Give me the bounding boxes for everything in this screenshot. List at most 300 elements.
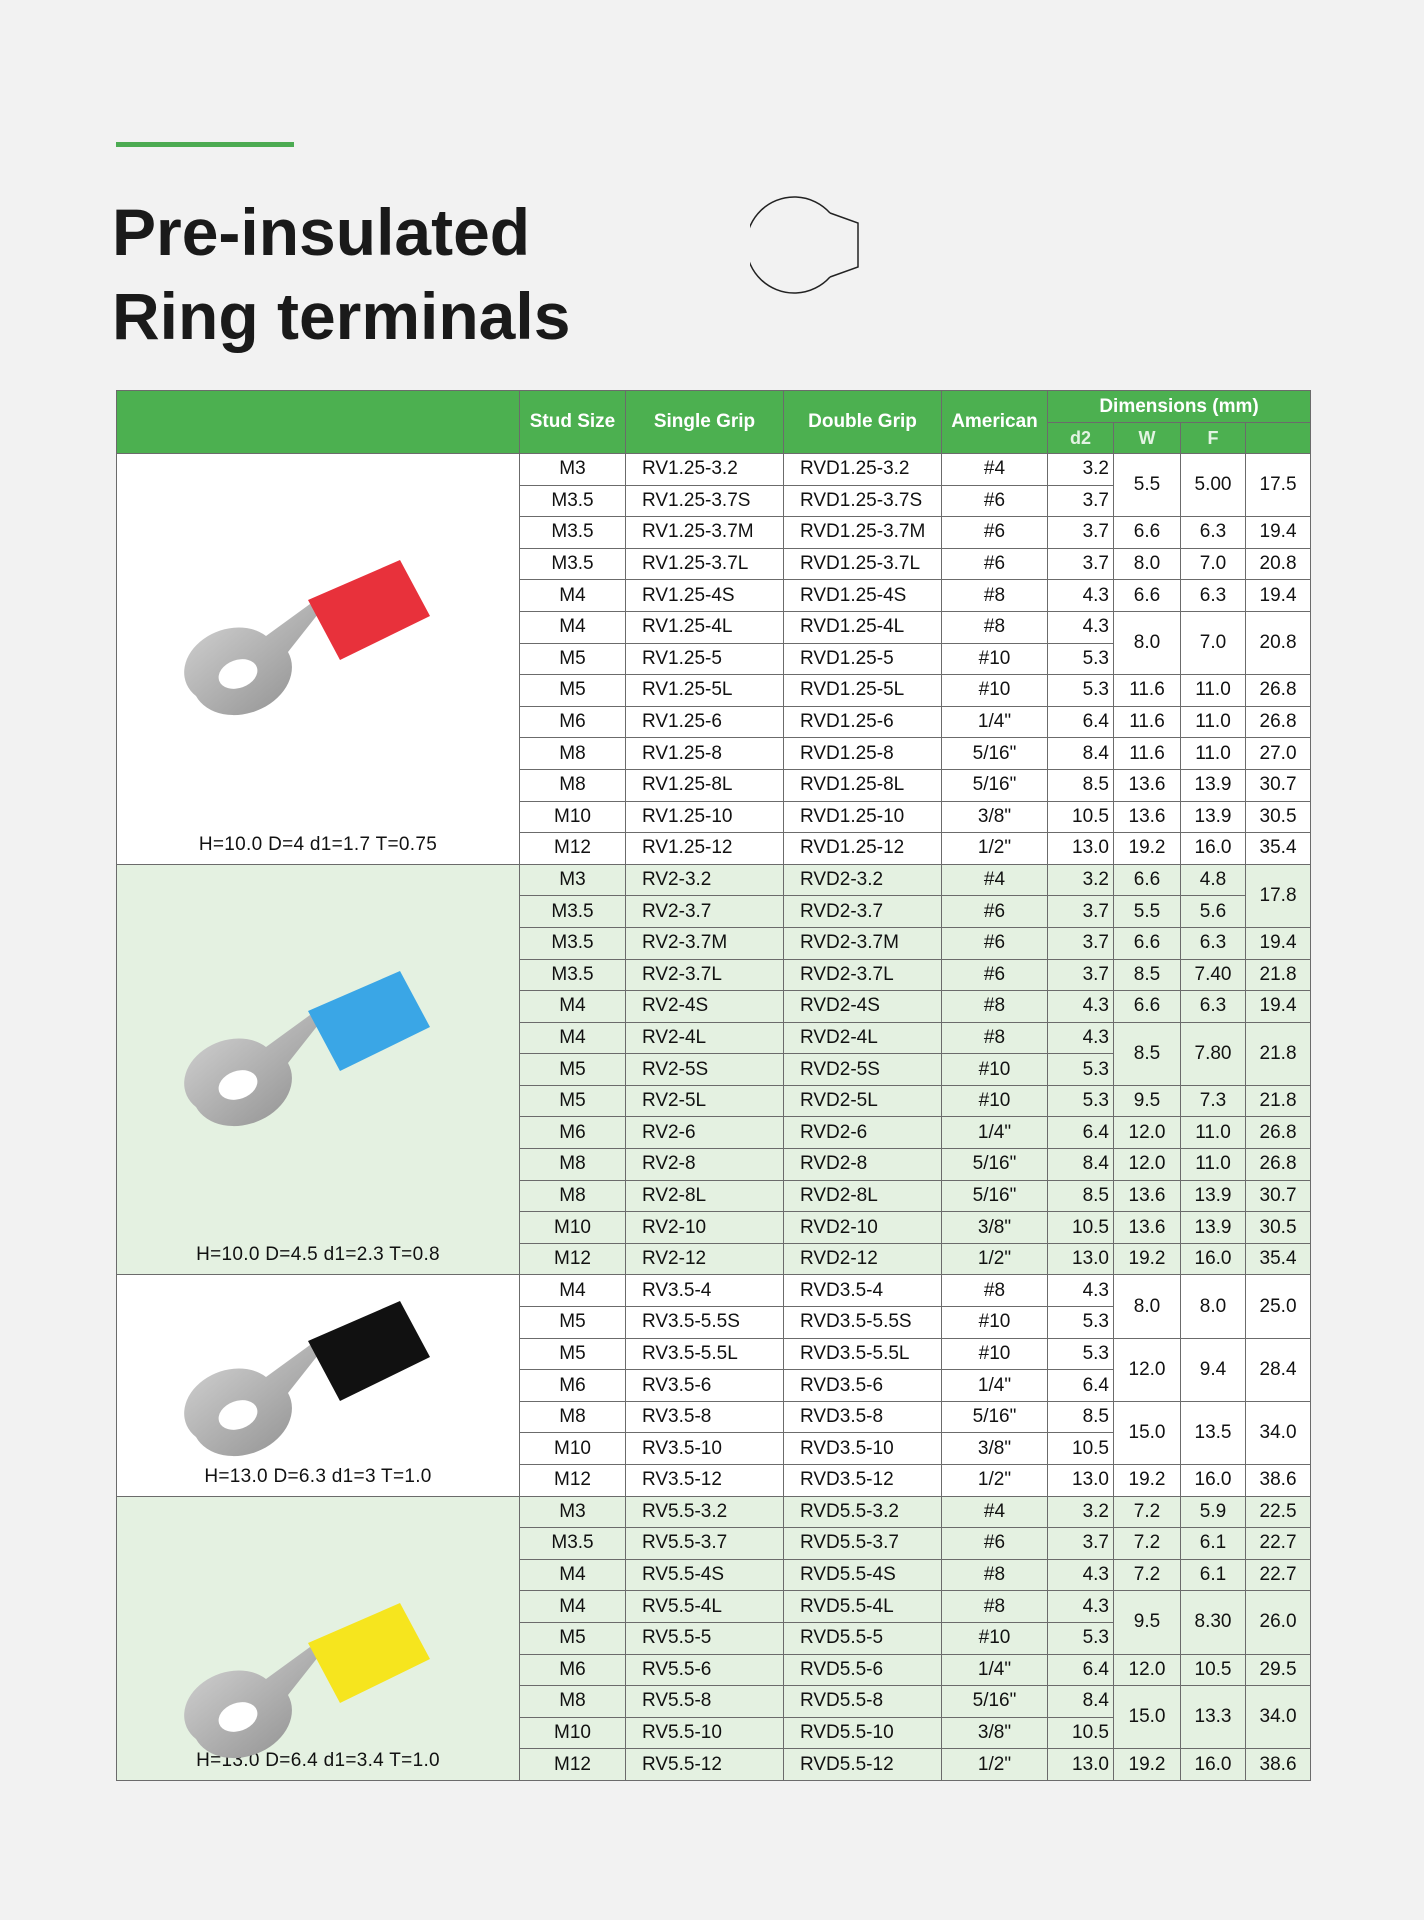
cell-american: #8	[942, 611, 1048, 643]
cell-w: 9.5	[1114, 1591, 1181, 1654]
ring-terminal-yellow-image	[168, 1597, 468, 1781]
title-line-2: Ring terminals	[112, 279, 571, 353]
cell-stud: M3.5	[520, 959, 626, 991]
ring-terminal-black-image	[168, 1295, 468, 1495]
cell-single: RV5.5-6	[626, 1654, 784, 1686]
cell-f: 8.0	[1181, 1275, 1246, 1338]
cell-double: RVD5.5-10	[784, 1717, 942, 1749]
cell-double: RVD5.5-5	[784, 1622, 942, 1654]
cell-single: RV1.25-6	[626, 706, 784, 738]
cell-single: RV2-8	[626, 1149, 784, 1181]
cell-stud: M8	[520, 1686, 626, 1718]
cell-double: RVD3.5-4	[784, 1275, 942, 1307]
cell-double: RVD3.5-8	[784, 1401, 942, 1433]
cell-american: #6	[942, 1528, 1048, 1560]
cell-d2: 10.5	[1048, 1717, 1114, 1749]
cell-d2: 3.7	[1048, 927, 1114, 959]
cell-double: RVD1.25-6	[784, 706, 942, 738]
cell-w: 19.2	[1114, 1465, 1181, 1497]
cell-w: 6.6	[1114, 864, 1181, 896]
cell-stud: M6	[520, 1117, 626, 1149]
cell-american: #10	[942, 643, 1048, 675]
cell-l: 30.5	[1246, 1212, 1311, 1244]
cell-double: RVD1.25-3.7M	[784, 517, 942, 549]
cell-double: RVD5.5-12	[784, 1749, 942, 1781]
cell-f: 13.9	[1181, 769, 1246, 801]
cell-american: #6	[942, 927, 1048, 959]
cell-w: 5.5	[1114, 454, 1181, 517]
cell-d2: 5.3	[1048, 1307, 1114, 1339]
cell-d2: 4.3	[1048, 1591, 1114, 1623]
cell-l: 21.8	[1246, 1085, 1311, 1117]
cell-american: 1/4"	[942, 706, 1048, 738]
cell-l: 26.0	[1246, 1591, 1311, 1654]
cell-f: 7.3	[1181, 1085, 1246, 1117]
cell-f: 16.0	[1181, 1749, 1246, 1781]
cell-f: 7.0	[1181, 548, 1246, 580]
cell-american: 1/2"	[942, 1243, 1048, 1275]
cell-d2: 4.3	[1048, 611, 1114, 643]
cell-f: 11.0	[1181, 706, 1246, 738]
cell-american: #8	[942, 1275, 1048, 1307]
cell-d2: 8.4	[1048, 1149, 1114, 1181]
cell-american: #8	[942, 1591, 1048, 1623]
cell-stud: M8	[520, 1149, 626, 1181]
cell-single: RV5.5-3.2	[626, 1496, 784, 1528]
cell-single: RV1.25-3.7M	[626, 517, 784, 549]
cell-w: 15.0	[1114, 1686, 1181, 1749]
cell-w: 6.6	[1114, 991, 1181, 1023]
cell-double: RVD2-12	[784, 1243, 942, 1275]
cell-american: #6	[942, 896, 1048, 928]
cell-american: 3/8"	[942, 1212, 1048, 1244]
cell-d2: 6.4	[1048, 1654, 1114, 1686]
terminal-image-black	[117, 1275, 520, 1496]
cell-single: RV1.25-3.7S	[626, 485, 784, 517]
cell-american: 1/4"	[942, 1654, 1048, 1686]
cell-stud: M3	[520, 454, 626, 486]
cell-single: RV3.5-8	[626, 1401, 784, 1433]
cell-f: 11.0	[1181, 675, 1246, 707]
cell-double: RVD2-5L	[784, 1085, 942, 1117]
cell-w: 6.6	[1114, 517, 1181, 549]
cell-d2: 10.5	[1048, 1212, 1114, 1244]
cell-double: RVD3.5-5.5S	[784, 1307, 942, 1339]
cell-american: #4	[942, 864, 1048, 896]
header-l	[1246, 423, 1311, 454]
cell-single: RV3.5-4	[626, 1275, 784, 1307]
cell-d2: 5.3	[1048, 1054, 1114, 1086]
cell-american: #6	[942, 485, 1048, 517]
cell-single: RV2-3.7M	[626, 927, 784, 959]
cell-american: #10	[942, 675, 1048, 707]
cell-stud: M5	[520, 643, 626, 675]
terminal-dimensions-caption: H=10.0 D=4 d1=1.7 T=0.75	[198, 833, 438, 855]
cell-d2: 3.2	[1048, 454, 1114, 486]
cell-w: 12.0	[1114, 1654, 1181, 1686]
cell-l: 35.4	[1246, 1243, 1311, 1275]
cell-stud: M4	[520, 1591, 626, 1623]
cell-single: RV3.5-6	[626, 1370, 784, 1402]
cell-double: RVD5.5-3.2	[784, 1496, 942, 1528]
cell-w: 7.2	[1114, 1496, 1181, 1528]
header-single-grip: Single Grip	[626, 391, 784, 454]
cell-w: 11.6	[1114, 706, 1181, 738]
cell-d2: 8.4	[1048, 1686, 1114, 1718]
cell-single: RV2-12	[626, 1243, 784, 1275]
cell-l: 35.4	[1246, 833, 1311, 865]
cell-d2: 13.0	[1048, 1465, 1114, 1497]
cell-double: RVD1.25-3.7S	[784, 485, 942, 517]
cell-l: 22.5	[1246, 1496, 1311, 1528]
cell-single: RV2-4S	[626, 991, 784, 1023]
cell-f: 7.80	[1181, 1022, 1246, 1085]
cell-double: RVD3.5-10	[784, 1433, 942, 1465]
cell-w: 15.0	[1114, 1401, 1181, 1464]
cell-double: RVD2-10	[784, 1212, 942, 1244]
cell-american: 1/2"	[942, 1749, 1048, 1781]
cell-double: RVD2-3.7M	[784, 927, 942, 959]
cell-f: 5.00	[1181, 454, 1246, 517]
cell-w: 8.0	[1114, 1275, 1181, 1338]
cell-f: 4.8	[1181, 864, 1246, 896]
cell-d2: 5.3	[1048, 1338, 1114, 1370]
cell-l: 17.8	[1246, 864, 1311, 927]
cell-stud: M5	[520, 1085, 626, 1117]
cell-double: RVD5.5-4S	[784, 1559, 942, 1591]
cell-double: RVD5.5-4L	[784, 1591, 942, 1623]
cell-single: RV5.5-8	[626, 1686, 784, 1718]
cell-double: RVD2-3.7L	[784, 959, 942, 991]
cell-american: 5/16"	[942, 1686, 1048, 1718]
cell-w: 11.6	[1114, 738, 1181, 770]
title-line-1: Pre-insulated	[112, 195, 531, 269]
cell-single: RV5.5-12	[626, 1749, 784, 1781]
cell-american: #4	[942, 454, 1048, 486]
cell-american: 5/16"	[942, 1149, 1048, 1181]
cell-double: RVD2-8	[784, 1149, 942, 1181]
header-d2: d2	[1048, 423, 1114, 454]
cell-american: #10	[942, 1085, 1048, 1117]
cell-l: 19.4	[1246, 991, 1311, 1023]
cell-f: 5.6	[1181, 896, 1246, 928]
cell-w: 8.5	[1114, 959, 1181, 991]
cell-single: RV1.25-4L	[626, 611, 784, 643]
cell-l: 19.4	[1246, 580, 1311, 612]
cell-stud: M4	[520, 991, 626, 1023]
cell-d2: 8.5	[1048, 1180, 1114, 1212]
cell-w: 7.2	[1114, 1528, 1181, 1560]
cell-american: 1/2"	[942, 833, 1048, 865]
cell-american: #10	[942, 1054, 1048, 1086]
cell-stud: M6	[520, 706, 626, 738]
cell-american: #10	[942, 1307, 1048, 1339]
table-row	[117, 864, 1311, 896]
cell-double: RVD2-6	[784, 1117, 942, 1149]
cell-american: #10	[942, 1338, 1048, 1370]
cell-d2: 4.3	[1048, 1559, 1114, 1591]
cell-double: RVD2-3.7	[784, 896, 942, 928]
cell-double: RVD1.25-3.7L	[784, 548, 942, 580]
cell-american: 1/2"	[942, 1465, 1048, 1497]
cell-d2: 5.3	[1048, 675, 1114, 707]
cell-stud: M12	[520, 833, 626, 865]
table-row	[117, 454, 1311, 486]
cell-double: RVD1.25-3.2	[784, 454, 942, 486]
cell-d2: 3.2	[1048, 1496, 1114, 1528]
spec-table	[116, 390, 1311, 1781]
cell-l: 20.8	[1246, 548, 1311, 580]
cell-d2: 6.4	[1048, 1117, 1114, 1149]
cell-d2: 4.3	[1048, 991, 1114, 1023]
cell-l: 20.8	[1246, 611, 1311, 674]
cell-single: RV5.5-4S	[626, 1559, 784, 1591]
cell-double: RVD2-4L	[784, 1022, 942, 1054]
terminal-image-yellow	[117, 1496, 520, 1780]
cell-double: RVD1.25-8	[784, 738, 942, 770]
cell-american: #8	[942, 1559, 1048, 1591]
cell-stud: M3.5	[520, 548, 626, 580]
cell-single: RV3.5-10	[626, 1433, 784, 1465]
cell-d2: 6.4	[1048, 706, 1114, 738]
cell-d2: 5.3	[1048, 643, 1114, 675]
cell-single: RV5.5-4L	[626, 1591, 784, 1623]
cell-l: 19.4	[1246, 517, 1311, 549]
cell-f: 6.1	[1181, 1559, 1246, 1591]
cell-f: 6.3	[1181, 517, 1246, 549]
cell-f: 11.0	[1181, 1117, 1246, 1149]
ring-terminal-blue-image	[168, 965, 468, 1165]
terminal-image-red	[117, 454, 520, 865]
cell-l: 22.7	[1246, 1559, 1311, 1591]
cell-d2: 8.4	[1048, 738, 1114, 770]
cell-single: RV1.25-4S	[626, 580, 784, 612]
header-double-grip: Double Grip	[784, 391, 942, 454]
cell-w: 19.2	[1114, 833, 1181, 865]
cell-d2: 10.5	[1048, 1433, 1114, 1465]
cell-stud: M3	[520, 864, 626, 896]
terminal-dimensions-caption: H=13.0 D=6.3 d1=3 T=1.0	[204, 1465, 432, 1487]
cell-f: 10.5	[1181, 1654, 1246, 1686]
cell-w: 6.6	[1114, 580, 1181, 612]
cell-stud: M12	[520, 1465, 626, 1497]
cell-f: 16.0	[1181, 1243, 1246, 1275]
cell-stud: M6	[520, 1370, 626, 1402]
cell-single: RV2-5L	[626, 1085, 784, 1117]
cell-d2: 8.5	[1048, 769, 1114, 801]
cell-w: 6.6	[1114, 927, 1181, 959]
cell-double: RVD5.5-3.7	[784, 1528, 942, 1560]
cell-l: 30.5	[1246, 801, 1311, 833]
terminal-dimensions-caption: H=10.0 D=4.5 d1=2.3 T=0.8	[196, 1244, 440, 1266]
cell-american: #8	[942, 580, 1048, 612]
cell-w: 12.0	[1114, 1338, 1181, 1401]
cell-l: 21.8	[1246, 959, 1311, 991]
cell-double: RVD1.25-5	[784, 643, 942, 675]
cell-american: 5/16"	[942, 738, 1048, 770]
cell-f: 13.9	[1181, 801, 1246, 833]
cell-american: #6	[942, 959, 1048, 991]
cell-single: RV5.5-5	[626, 1622, 784, 1654]
cell-f: 13.5	[1181, 1401, 1246, 1464]
cell-stud: M12	[520, 1749, 626, 1781]
cell-d2: 3.7	[1048, 1528, 1114, 1560]
accent-bar	[116, 142, 294, 147]
cell-w: 12.0	[1114, 1117, 1181, 1149]
cell-stud: M3.5	[520, 485, 626, 517]
cell-l: 21.8	[1246, 1022, 1311, 1085]
table-row	[117, 1275, 1311, 1307]
cell-f: 6.3	[1181, 991, 1246, 1023]
cell-f: 11.0	[1181, 1149, 1246, 1181]
cell-f: 16.0	[1181, 833, 1246, 865]
cell-d2: 6.4	[1048, 1370, 1114, 1402]
cell-d2: 3.7	[1048, 959, 1114, 991]
cell-double: RVD1.25-5L	[784, 675, 942, 707]
cell-single: RV1.25-5L	[626, 675, 784, 707]
header-stud-size: Stud Size	[520, 391, 626, 454]
cell-double: RVD5.5-6	[784, 1654, 942, 1686]
cell-l: 29.5	[1246, 1654, 1311, 1686]
cell-american: #6	[942, 548, 1048, 580]
cell-d2: 10.5	[1048, 801, 1114, 833]
cell-l: 30.7	[1246, 1180, 1311, 1212]
table-row	[117, 1496, 1311, 1528]
cell-stud: M4	[520, 1559, 626, 1591]
cell-d2: 4.3	[1048, 1275, 1114, 1307]
cell-f: 13.3	[1181, 1686, 1246, 1749]
cell-w: 8.0	[1114, 611, 1181, 674]
cell-l: 27.0	[1246, 738, 1311, 770]
cell-l: 38.6	[1246, 1465, 1311, 1497]
cell-american: #10	[942, 1622, 1048, 1654]
cell-l: 26.8	[1246, 1149, 1311, 1181]
cell-single: RV2-3.7L	[626, 959, 784, 991]
cell-stud: M3.5	[520, 517, 626, 549]
cell-stud: M3.5	[520, 896, 626, 928]
cell-f: 16.0	[1181, 1465, 1246, 1497]
header-dimensions: Dimensions (mm)	[1048, 391, 1311, 423]
cell-single: RV2-4L	[626, 1022, 784, 1054]
page-title	[112, 190, 570, 358]
cell-l: 26.8	[1246, 706, 1311, 738]
cell-d2: 3.7	[1048, 485, 1114, 517]
cell-l: 30.7	[1246, 769, 1311, 801]
cell-stud: M4	[520, 1275, 626, 1307]
cell-stud: M5	[520, 1338, 626, 1370]
cell-american: #8	[942, 991, 1048, 1023]
cell-stud: M8	[520, 1401, 626, 1433]
cell-d2: 3.7	[1048, 548, 1114, 580]
cell-f: 11.0	[1181, 738, 1246, 770]
cell-w: 13.6	[1114, 769, 1181, 801]
cell-l: 19.4	[1246, 927, 1311, 959]
cell-single: RV2-10	[626, 1212, 784, 1244]
cell-double: RVD3.5-5.5L	[784, 1338, 942, 1370]
cell-double: RVD3.5-6	[784, 1370, 942, 1402]
cell-double: RVD2-4S	[784, 991, 942, 1023]
cell-single: RV5.5-3.7	[626, 1528, 784, 1560]
cell-double: RVD3.5-12	[784, 1465, 942, 1497]
cell-f: 13.9	[1181, 1180, 1246, 1212]
cell-stud: M6	[520, 1654, 626, 1686]
cell-f: 13.9	[1181, 1212, 1246, 1244]
cell-w: 12.0	[1114, 1149, 1181, 1181]
cell-american: 1/4"	[942, 1370, 1048, 1402]
cell-single: RV1.25-8L	[626, 769, 784, 801]
cell-single: RV3.5-12	[626, 1465, 784, 1497]
header-f: F	[1181, 423, 1246, 454]
cell-double: RVD1.25-4L	[784, 611, 942, 643]
cell-single: RV1.25-5	[626, 643, 784, 675]
cell-l: 22.7	[1246, 1528, 1311, 1560]
cell-stud: M10	[520, 801, 626, 833]
cell-stud: M8	[520, 769, 626, 801]
cell-single: RV2-5S	[626, 1054, 784, 1086]
cell-stud: M8	[520, 1180, 626, 1212]
cell-d2: 5.3	[1048, 1622, 1114, 1654]
cell-single: RV2-3.2	[626, 864, 784, 896]
cell-single: RV1.25-8	[626, 738, 784, 770]
cell-double: RVD2-5S	[784, 1054, 942, 1086]
cell-american: 3/8"	[942, 1433, 1048, 1465]
cell-l: 28.4	[1246, 1338, 1311, 1401]
ring-terminal-red-image	[168, 554, 468, 754]
cell-double: RVD1.25-10	[784, 801, 942, 833]
cell-single: RV3.5-5.5S	[626, 1307, 784, 1339]
cell-d2: 13.0	[1048, 1243, 1114, 1275]
cell-stud: M10	[520, 1433, 626, 1465]
cell-stud: M10	[520, 1717, 626, 1749]
terminal-image-blue	[117, 864, 520, 1275]
cell-w: 19.2	[1114, 1749, 1181, 1781]
ring-terminal-dimension-diagram	[750, 195, 1330, 350]
cell-stud: M5	[520, 1054, 626, 1086]
cell-double: RVD1.25-4S	[784, 580, 942, 612]
cell-single: RV2-3.7	[626, 896, 784, 928]
cell-f: 6.1	[1181, 1528, 1246, 1560]
cell-d2: 4.3	[1048, 580, 1114, 612]
cell-w: 19.2	[1114, 1243, 1181, 1275]
cell-w: 8.5	[1114, 1022, 1181, 1085]
cell-f: 6.3	[1181, 927, 1246, 959]
cell-l: 26.8	[1246, 675, 1311, 707]
cell-l: 17.5	[1246, 454, 1311, 517]
cell-d2: 3.2	[1048, 864, 1114, 896]
cell-d2: 13.0	[1048, 1749, 1114, 1781]
cell-f: 8.30	[1181, 1591, 1246, 1654]
cell-double: RVD2-3.2	[784, 864, 942, 896]
cell-stud: M3.5	[520, 1528, 626, 1560]
cell-american: 1/4"	[942, 1117, 1048, 1149]
cell-d2: 4.3	[1048, 1022, 1114, 1054]
cell-single: RV1.25-3.7L	[626, 548, 784, 580]
header-w: W	[1114, 423, 1181, 454]
cell-d2: 13.0	[1048, 833, 1114, 865]
cell-w: 9.5	[1114, 1085, 1181, 1117]
cell-l: 34.0	[1246, 1686, 1311, 1749]
cell-w: 13.6	[1114, 1180, 1181, 1212]
cell-double: RVD1.25-12	[784, 833, 942, 865]
cell-f: 6.3	[1181, 580, 1246, 612]
cell-american: 5/16"	[942, 1401, 1048, 1433]
cell-american: 5/16"	[942, 1180, 1048, 1212]
cell-single: RV1.25-3.2	[626, 454, 784, 486]
cell-l: 38.6	[1246, 1749, 1311, 1781]
cell-single: RV1.25-12	[626, 833, 784, 865]
cell-american: 3/8"	[942, 801, 1048, 833]
cell-w: 11.6	[1114, 675, 1181, 707]
